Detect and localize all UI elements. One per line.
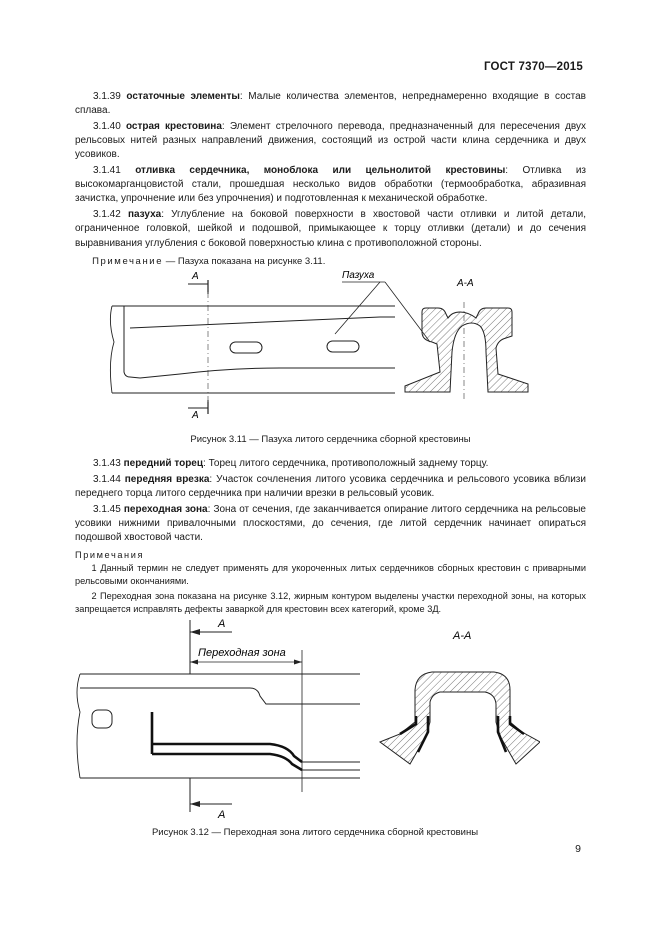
notes-block	[75, 549, 586, 616]
section-label: А-А	[457, 278, 474, 289]
transition-zone-contour	[152, 712, 302, 770]
figure-3-12-caption: Рисунок 3.12 — Переходная зона литого сердечника сборной крестовины	[151, 827, 479, 838]
notes-heading: Примечания	[75, 550, 145, 561]
figure-3-12	[70, 612, 540, 822]
term-3-1-45: 3.1.45 переходная зона: Зона от сечения, где заканчивается опирание литого сердечника на рельсовые усовики нижними привалочными плоскостями, до сечения, где литой сердечник начинает опираться подошвой хвостовой части.	[75, 503, 586, 544]
section-profile	[405, 308, 528, 392]
figure-3-11	[100, 262, 560, 422]
section-label-2: А-А	[453, 630, 472, 642]
note-item-2: 2 Переходная зона показана на рисунке 3.12, жирным контуром выделены участки переходной зоны, на которых запрещается исправлять дефекты заваркой для крестовин всех категорий, кроме 3Д.	[75, 590, 586, 614]
cut-label-bottom: А	[192, 410, 199, 421]
cut-label-top-2: А	[218, 618, 226, 630]
terms-block-1	[75, 90, 586, 270]
page-number: 9	[575, 843, 581, 855]
pazukha-label: Пазуха	[342, 270, 375, 281]
casting-side-view	[110, 306, 395, 393]
term-3-1-39: 3.1.39 остаточные элементы: Малые количества элементов, непреднамеренно входящие в состав сплава.	[75, 91, 586, 117]
document-header: ГОСТ 7370—2015	[483, 61, 583, 73]
pazukha-leader-1	[335, 282, 380, 334]
note-3-11: Примечание — Пазуха показана на рисунке 3.11.	[92, 255, 326, 267]
cut-label-bottom-2: А	[218, 809, 226, 821]
term-3-1-44: 3.1.44 передняя врезка: Участок сочленения литого усовика сердечника и рельсового усовика вблизи переднего торца литого сердечника при наличии врезки в рельсовый усовик.	[75, 473, 586, 499]
slot-hole	[92, 710, 112, 728]
zone-label: Переходная зона	[198, 647, 286, 659]
figure-3-11-caption: Рисунок 3.11 — Пазуха литого сердечника сборной крестовины	[190, 434, 471, 445]
term-3-1-42: 3.1.42 пазуха: Углубление на боковой поверхности в хвостовой части отливки и литой детали, ограниченное головкой, шейкой и подошвой, примыкающее к торцу отливки (детали) и до сечения выравнивания углубления с боковой поверхностью клина с противоположной стороны.	[75, 209, 586, 249]
slot-hole-left	[230, 342, 262, 353]
note-item-1: 1 Данный термин не следует применять для укороченных литых сердечников сборных крестовин с приварными рельсовыми окончаниями.	[75, 563, 586, 587]
term-3-1-41: 3.1.41 отливка сердечника, моноблока или цельнолитой крестовины: Отливка из высокомарганцовистой стали, прошедшая несколько видов обработки (термообработка, абразивная зачистка, упрочнение или без упрочнения) и подготовленная к механической обработке.	[75, 165, 586, 205]
slot-hole-right	[327, 341, 359, 352]
cut-label-top: А	[192, 271, 199, 282]
term-3-1-43: 3.1.43 передний торец: Торец литого сердечника, противоположный заднему торцу.	[93, 458, 489, 469]
section-profile-2	[380, 672, 540, 764]
terms-block-2	[75, 457, 586, 617]
term-3-1-40: 3.1.40 острая крестовина: Элемент стрелочного перевода, предназначенный для пересечения двух рельсовых нитей разных направлений движения, состоящий из острой части клина сердечника и двух усовиков.	[75, 120, 586, 161]
